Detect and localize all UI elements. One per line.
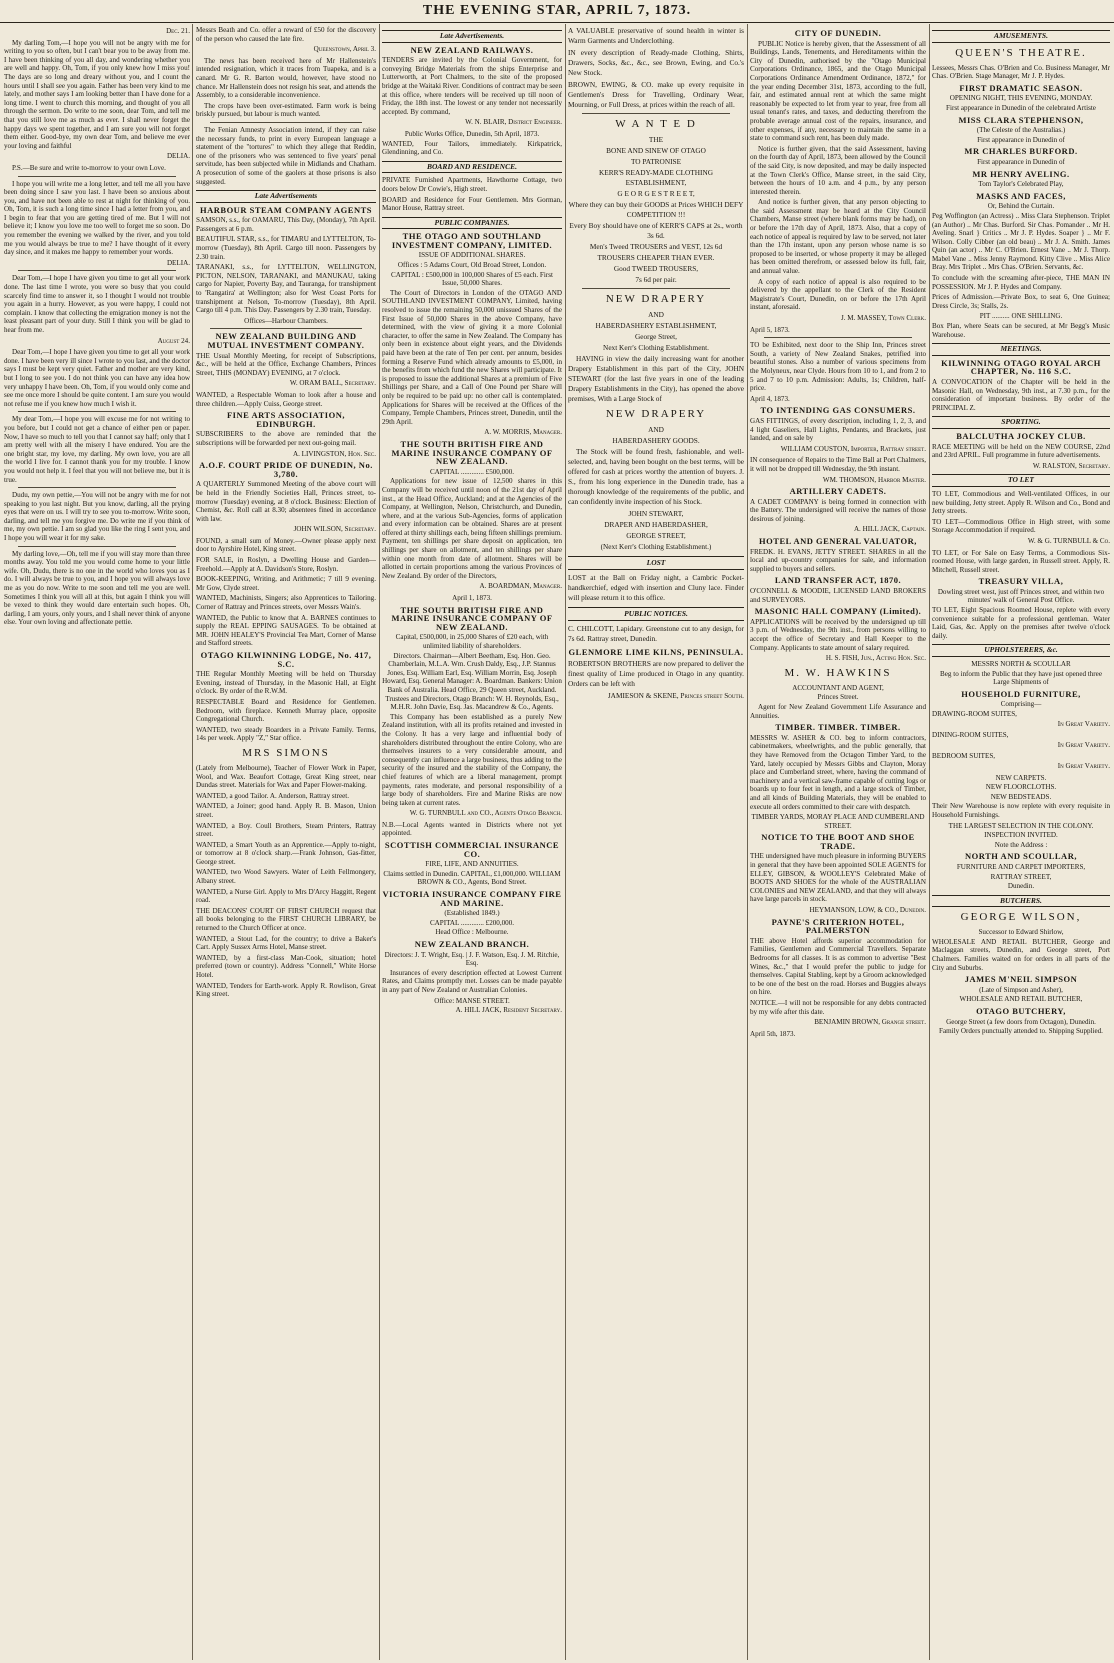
ad-text: The Court of Directors in London of the OTAGO AND SOUTHLAND INVESTMENT COMPANY, Limited, having resolved to issue the remaining 50,000 unissued Shares of the First Issue of 50,000 Shares in the above Company, have determined, with the view of giving it a more Colonial character, to offer the same in New Zealand. The Company has only been in existence about eight years, and the Dividends paid have been at the rate of Ten per cent. per annum, besides forming a Reserve Fund which already amounts to £5,000, in the benefits from which fund the new Shares will participate. It is proposed to issue the additional Shares at a premium of Five Shillings per Share, and a Call of One Pound per Share will only be required to be paid up: no other call is contemplated. Applications for Shares will be received at the Offices of the Company, Temple Chambers, Princes street, Dunedin, until the 29th April. (382, 288, 562, 426)
ad-text: Men's Tweed TROUSERS and VEST, 12s 6d (589, 242, 723, 251)
ad-text: RESPECTABLE Board and Residence for Gentlemen. Bedroom, with fireplace. Kenneth Murray place, opposite Congregational Church. (196, 697, 376, 724)
column-rule (379, 24, 380, 1660)
ad-subtitle: NEW ZEALAND BRANCH. (414, 939, 530, 949)
ad-signature: A. BOARDMAN, Manager. (479, 582, 562, 591)
ad-text: BEAUTIFUL STAR, s.s., for TIMARU and LYTTELTON, To-morrow (Tuesday), 8th April. Cargo till noon. Passengers by 2.30 train. (196, 235, 376, 261)
divider (18, 546, 176, 547)
divider (18, 411, 176, 412)
ad-capital: CAPITAL ............. £500,000. (429, 467, 515, 476)
ad-text: BOARD and Residence for Four Gentlemen. Mrs Gorman, Manor House, Rattray street. (382, 195, 562, 213)
letter-text: Dear Tom,—I hope I have given you time to get all your work done. I have been very ill since I wrote to you last, and the doctor says I must be kept very quiet. Father and mother are very kind, but I long to see you. I do not think you can have any idea how very unhappy I have been. Oh, Tom, if you would only come and see me once more I should be quite content. I am sure you would not refuse me if you knew how much I wish it. (4, 348, 190, 408)
ad-subtitle: ACCOUNTANT AND AGENT, (792, 683, 884, 692)
ad-text: (Lately from Melbourne), Teacher of Flower Work in Paper, Wool, and Wax. Beaufort Cottage, Great King street, near Dundas street. Materials for Wax and Paper Flower-making. (196, 763, 376, 790)
ad-text: Applications for new issue of 12,500 shares in this Company will be received until noon of the 21st day of April inst., at the Head Office, Auckland; and at the Agencies of the Company, at Wellington, Nelson, Christchurch, and Dunedin, where, and at the various Sub-Agencies, forms of application and every information can be obtained. Shares are at present offered at thirty shillings each, being fifteen shillings premium. Payment, ten shillings per share deposit on application, ten shillings per share on allotment, and ten shillings per share within one month from date of allotment. Shares will be allotted in certain proportions among the various Provinces of New Zealand. By order of the Directors, (382, 477, 562, 580)
ad-title: PAYNE'S CRITERION HOTEL, PALMERSTON (771, 916, 905, 936)
news-text: Messrs Beath and Co. offer a reward of £50 for the discovery of the person who caused the late fire. (196, 26, 376, 43)
letter-text: Dear Tom,—I hope I have given you time to get all your work done. The last time I wrote, you were so busy that you could scarcely find time to answer it, so I thought I would not trouble you again in a hurry. However, as you were happy, I could not complain. I know that collecting the emigration money is not the least pleasant part of your duty. Still I think you will be glad to hear from me. (4, 274, 190, 334)
ad-text: WANTED, by a first-class Man-Cook, situation; hotel preferred (town or country). Address "Connell," White Horse Hotel. (196, 953, 376, 979)
section-heading: MEETINGS. (932, 343, 1110, 356)
ad-text: FOR SALE, in Roslyn, a Dwelling House and Garden—Freehold.—Apply at A. Davidson's Store, Roslyn. (196, 556, 376, 573)
ad-text: WANTED, a Respectable Woman to look after a house and three children.—Apply Cuiss, George street. (196, 390, 376, 408)
ad-title: OTAGO KILWINNING LODGE, No. 417, S.C. (200, 650, 372, 669)
ad-signature: W. & G. TURNBULL & Co. (1027, 536, 1110, 545)
section-heading: PUBLIC COMPANIES. (382, 217, 562, 230)
section-heading: BUTCHERS. (932, 895, 1110, 908)
letter-text: I hope you will write me a long letter, and tell me all you have been doing since I saw you last. I have been so anxious about you, and have not been able to rest at night for thinking of you. Oh, Tom, it is such a long time since I had a letter from you, and I begin to fear that you are getting tired of me. But I will not believe it; I know you love me too well to forget me so soon. Do you remember the evening we walked by the river, and you told me you would always be true to me? I have thought of it every day since, and it makes me happy to remember your words. (4, 179, 190, 257)
column-rule (192, 24, 193, 1660)
ad-text: TARANAKI, s.s., for LYTTELTON, WELLINGTON, PICTON, NELSON, TARANAKI, and MANUKAU, taking cargo for Napier, Poverty Bay, and Tauranga, for transhipment to 'Rangatira' at Wellington; also for West Coast Ports for transhipment at Nelson, To-morrow (Tuesday), 8th April. Cargo till 4 p.m. This Day. Passengers by 2.30 train, Tuesday. (196, 263, 376, 315)
section-heading: TO LET (932, 474, 1110, 487)
ad-subtitle: TIMBER YARDS, MORAY PLACE AND CUMBERLAND STREET. (751, 813, 925, 830)
ad-office: Head Office : Melbourne. (435, 928, 509, 937)
ad-signature: W. N. BLAIR, District Engineer. (465, 118, 562, 127)
ad-title: THE SOUTH BRITISH FIRE AND MARINE INSURANCE COMPANY OF NEW ZEALAND. (391, 438, 553, 467)
ad-text: WANTED, a Boy. Coull Brothers, Steam Printers, Rattray street. (196, 821, 376, 839)
ad-text: In Great Variety. (1057, 719, 1110, 728)
section-heading: SPORTING. (932, 416, 1110, 429)
ad-text: WANTED, a Smart Youth as an Apprentice.—Apply to-night, or tomorrow at 8 o'clock sharp.—Frank Johnson, Gas-fitter, George street. (196, 840, 376, 866)
ad-signature: WM. THOMSON, Harbor Master. (822, 475, 926, 484)
ad-text: O'CONNELL & MOODIE, LICENSED LAND BROKERS and SURVEYORS. (750, 587, 926, 604)
news-text: The news has been received here of Mr Hallenstein's intended resignation, which it traces from Tuapeka, and is a canard. Mr G. R. Barton would, however, have stood no chance. Mr Hallenstein does not resign his seat, and attends the Assembly, to a considerable inconvenience. (196, 56, 376, 100)
ad-text: DINING-ROOM SUITES, (932, 731, 1009, 740)
ad-subtitle: Successor to Edward Shirlow, (978, 928, 1064, 937)
column-rule (747, 24, 748, 1660)
ad-signature: Dunedin. (1007, 882, 1035, 891)
ad-text: KERR'S READY-MADE CLOTHING ESTABLISHMENT, (598, 168, 713, 187)
masthead: THE EVENING STAR, APRIL 7, 1873. (0, 0, 1114, 23)
ad-text: WHOLESALE AND RETAIL BUTCHER, George and Maclaggan streets, Dunedin, and George street, Port Chalmers. Families waited on for orders in all parts of the City and Suburbs. (932, 937, 1110, 972)
ad-text: SAMSON, s.s., for OAMARU, This Day, (Monday), 7th April. Passengers at 6 p.m. (196, 216, 376, 233)
ad-text: Every Boy should have one of KERR'S CAPS at 2s., worth 3s 6d. (569, 221, 743, 240)
ad-text: THE Usual Monthly Meeting, for receipt of Subscriptions, &c., will be held at the Office, Exchange Chambers, Princes Street, THIS (MONDAY) EVENING, at 7 o'clock. (196, 351, 376, 377)
ad-title: A.O.F. COURT PRIDE OF DUNEDIN, No. 3,780. (199, 460, 373, 479)
ad-text: This Company has been established as a purely New Zealand institution, with all its profits retained and invested in the Colony. It has a very large and influential body of shareholders distributed throughout the entire Colony, who are themselves insurers to a very considerable amount, and consequently can influence a large business, thus adding to the security of the insured and the stability of the Company, the chief features of which are a liberal management, prompt payments, rates moderate, and personal responsibility of a large body of shareholders. Fire and Marine Risks are now being taken at current rates. (382, 712, 562, 807)
section-heading: UPHOLSTERERS, &c. (932, 644, 1110, 657)
ad-text: NEW BEDSTEADS. (990, 792, 1052, 801)
divider (210, 328, 362, 329)
letter-text: Dudu, my own pettie,—You will not be angry with me for not speaking to you last night. But you know, darling, all the prying eyes that were on us. I will try to see you to-morrow. Write soon, darling, and tell me you forgive me. Do write me if you think of me, my own pettie. I am so glad you like the ring I sent you, and I hope you will wear it for my sake. (4, 491, 190, 543)
ad-text: BOOK-KEEPING, Writing, and Arithmetic; 7 till 9 evening. Mr Gow, Clyde street. (196, 575, 376, 592)
ad-text: INSPECTION INVITED. (984, 831, 1058, 840)
ad-title: NOTICE TO THE BOOT AND SHOE TRADE. (761, 832, 915, 851)
letter-signature: DELIA. (166, 258, 190, 267)
ad-text: WANTED, Tenders for Earth-work. Apply R. Rowlison, Great King street. (196, 981, 376, 999)
ad-text: RACE MEETING will be held on the NEW COURSE, 22nd and 23rd APRIL. Full programme in future advertisements. (932, 442, 1110, 460)
ad-text: THE LARGEST SELECTION IN THE COLONY. (948, 821, 1094, 830)
ad-text: Family Orders punctually attended to. Shipping Supplied. (939, 1027, 1103, 1036)
ad-text: N.B.—Local Agents wanted in Districts where not yet appointed. (382, 820, 562, 838)
ad-text: THE Regular Monthly Meeting will be held on Thursday Evening, instead of Thursday, in the Masonic Hall, at Eight o'clock. By order of the R.W.M. (196, 670, 376, 696)
ad-title: GEORGE WILSON, (960, 911, 1082, 924)
theatre-text: Tom Taylor's Celebrated Play, (978, 180, 1064, 189)
column-amusements (932, 26, 1110, 1658)
column-companies (382, 26, 562, 1658)
ad-text: The Stock will be found fresh, fashionable, and well-selected, and, having been bought on the best terms, will be offered for cash at prices worthy the attention of buyers. J. S., from his long experience in the Dunedin trade, has a thorough knowledge of the requirements of the public, and can confidently invite inspection of his Stock. (568, 447, 744, 506)
ad-signature: RATTRAY STREET, (990, 872, 1052, 881)
divider (210, 122, 362, 123)
ad-signature: A. HILL JACK, Captain. (853, 525, 926, 534)
section-heading: BOARD AND RESIDENCE. (382, 161, 562, 174)
ad-title: KILWINNING OTAGO ROYAL ARCH CHAPTER, No. 116 S.C. (941, 357, 1101, 377)
ad-text: G E O R G E S T R E E T, (617, 189, 695, 198)
ad-text: BROWN, EWING, & CO. make up every requisite in Gentlemen's Dress for Travelling, Ordinary Wear, Mourning, or Full Dress, at prices within the reach of all. (568, 80, 744, 109)
section-heading: LOST (568, 556, 744, 570)
ad-text: BEDROOM SUITES, (932, 752, 996, 761)
ad-text: WANTED, Four Tailors, immediately. Kirkpatrick, Glendinning, and Co. (382, 139, 562, 157)
ad-text: George Street (a few doors from Octagon), Dunedin. (946, 1017, 1096, 1026)
news-text: The crops have been over-estimated. Farm work is being briskly pursued, but labour is much wanted. (196, 101, 376, 119)
theatre-name: QUEEN'S THEATRE. (955, 46, 1087, 59)
ad-title: NEW DRAPERY (605, 408, 707, 420)
news-text: The Fenian Amnesty Association intend, if they can raise the necessary funds, to print in every European language a statement of the "tortures" to which they allege that Reddin, one of the prisoners who was sentenced to five years' penal servitude, has been subjected while in Midlands and Chatham. A prosecution of some of the gaolers at those prisons is also suggested. (196, 125, 376, 186)
letter-date: Dec. 21. (166, 27, 190, 35)
ad-title: ARTILLERY CADETS. (789, 486, 887, 497)
letter-text: My darling love,—Oh, tell me if you will stay more than three months away. You told me you would come home to your little wife. Oh, Dudu, there is no one in the world who loves you as I do. I will always be true to you, and I hope you will always love me as you do now. Write to me soon and tell me you are well. Sometimes I think you will all at this, but again I think you will be vexed to think they would dare entertain such hopes. Oh, darling, I am yours, only yours, and I shall never think of anyone else. Your own loving and affectionate pettie. (4, 549, 190, 627)
ad-title: NEW ZEALAND RAILWAYS. (410, 44, 534, 55)
ad-capital: CAPITAL : £500,000 in 100,000 Shares of £5 each. First Issue, 50,000 Shares. (391, 270, 553, 288)
ad-directors: Directors: J. T. Wright, Esq. | J. F. Watson, Esq. J. M. Ritchie, Esq. (384, 950, 560, 968)
ad-text: THE (648, 135, 664, 144)
ad-subtitle: Princes Street. (817, 693, 859, 702)
ad-signature: NORTH AND SCOULLAR, (965, 851, 1077, 862)
theatre-actor: MR HENRY AVELING. (972, 168, 1070, 179)
ad-text: WANTED, a Joiner; good hand. Apply R. B. Mason, Union street. (196, 802, 376, 819)
ad-text: WANTED, the Public to know that A. BARNES continues to supply the REAL EPPING SAUSAGES. To be obtained at MR. JOHN HEALEY'S Provincial Tea Mart, Corner of Manse and Stafford streets. (196, 613, 376, 648)
ad-date: April 5, 1873. (750, 325, 790, 334)
ad-text: Agent for New Zealand Government Life Assurance and Annuities. (750, 702, 926, 720)
ad-text: Their New Warehouse is now replete with every requisite in Household Furnishings. (932, 802, 1110, 819)
theatre-star: MISS CLARA STEPHENSON, (958, 114, 1084, 125)
ad-signature: WILLIAM COUSTON, Importer, Rattray street. (780, 444, 926, 453)
ad-title: GLENMORE LIME KILNS, PENINSULA. (568, 647, 744, 657)
ad-office: Offices : 5 Adams Court, Old Broad Street, London. (397, 261, 547, 270)
ad-text: WANTED, a Nurse Girl. Apply to Mrs D'Arcy Haggitt, Regent road. (196, 887, 376, 905)
section-heading: AMUSEMENTS. (932, 30, 1110, 43)
ad-subtitle: FIRE, LIFE, AND ANNUITIES. (425, 860, 519, 869)
section-heading: Late Advertisements (196, 190, 376, 203)
ad-text: Good TWEED TROUSERS, (613, 264, 699, 273)
theatre-play: MASKS AND FACES, (976, 190, 1066, 201)
ad-text: TO be Exhibited, next door to the Ship Inn, Princes street South, a variety of New Zealand Snakes, petrified into beautiful stones. Also a number of various specimens from the Molyneux, near Clyde. Hours from 10 to 1, and from 2 to 5 and 7 to 10 p.m. Admission: Adults, 1s; Children, half-price. (750, 341, 926, 393)
ad-text: Comprising— (1000, 700, 1042, 709)
ad-title: BALCLUTHA JOCKEY CLUB. (956, 430, 1086, 441)
theatre-night: OPENING NIGHT, THIS EVENING, MONDAY. (949, 94, 1093, 103)
ad-text: LOST at the Ball on Friday night, a Cambric Pocket-handkerchief, edged with insertion and Cluny lace. Finder will please return it to this office. (568, 573, 744, 602)
ad-text: TO LET, Commodious and Well-ventilated Offices, in our new building, Jetty street. Apply R. Wilson and Co., Bond and Jetty streets. (932, 489, 1110, 516)
ad-subtitle: (Late of Simpson and Asher), (979, 985, 1063, 994)
theatre-lessees: Lessees, Messrs Chas. O'Brien and Co. Business Manager, Mr Chas. O'Brien. Stage Manager, Mr J. P. Hydes. (932, 63, 1110, 81)
ad-text: In Great Variety. (1057, 761, 1110, 770)
ad-title: MESSRS NORTH & SCOULLAR (971, 660, 1071, 669)
ad-text: Beg to inform the Public that they have just opened three Large Shipments of (940, 669, 1102, 687)
ad-text: C. CHILCOTT, Lapidary. Greenstone cut to any design, for 7s 6d. Rattray street, Dunedin. (568, 624, 744, 643)
theatre-text: First appearance in Dunedin of (977, 135, 1065, 144)
ad-title: NEW DRAPERY (605, 293, 707, 305)
ad-title: LAND TRANSFER ACT, 1870. (774, 575, 902, 586)
letter-text: My dear Tom,—I hope you will excuse me for not writing to you before, but I could not get a chance of either pen or paper. Now, I have so much to tell you that I cannot say half; only that I am pretty well with all the misery I have endured. You are the one bright star, my love, my darling. My own love, you are all the world I live for. I cannot thank you for my trouble. I know you would not help it. I feel that you will not believe me, but it is true. (4, 415, 190, 484)
ad-text: In Great Variety. (1057, 740, 1110, 749)
ad-text: WANTED, a Stout Lad, for the country; to drive a Baker's Cart. Apply Sussex Arms Hotel, Manse street. (196, 934, 376, 952)
ad-title: W A N T E D (615, 118, 697, 130)
ad-signature: JAMIESON & SKENE, Princes street South. (607, 691, 744, 700)
theatre-text: First appearance in Dunedin of (977, 157, 1065, 166)
theatre-text: To conclude with the screaming after-piece, THE MAN IN POSSESSION. Mr J. P. Hydes and Company. (932, 274, 1110, 291)
ad-text: FOUND, a small sum of Money.—Owner please apply next door to Ayrshire Hotel, King street. (196, 536, 376, 554)
ad-text: IN every description of Ready-made Clothing, Shirts, Drawers, Socks, &c., &c., see Brown, Ewing, and Co.'s New Stock. (568, 48, 744, 77)
ad-signature: A. LIVINGSTON, Hon. Sec. (292, 449, 376, 458)
ad-directors: Directors. Chairman—Albert Beetham, Esq. Hon. Geo. Chamberlain, M.L.A. Wm. Crush Daldy, Esq., J.P. Stannus Jones, Esq. William Earl, Esq. William Morrin, Esq. Joseph Howard, Esq. General Manager: A. Boardman. Bankers: Union Bank of Australia. Head Office, 29 Queen street, Auckland. Trustees and Directors, Otago Branch: W. H. Reynolds, Esq., M.H.R. John Davie, Esq. Jas. Macandrew & Co., Agents. (382, 651, 562, 712)
divider (18, 270, 176, 271)
letter-text: My darling Tom,—I hope you will not be angry with me for writing to you so often, but I can't bear you to be away from me. I have been thinking of you all day, and wondering whether you are well and happy. Oh, Tom, if you only knew how I miss you! The days are so long and dreary without you, and I count the hours until I shall see you again. Father has been very kind to me lately, and mother says I am looking better than I have done for a long time. I went to church this morning, and thought of you all through the sermon. Do write to me soon, dear Tom, and tell me that you still love me as much as ever. I shall never forget the happy days we spent together, and I am sure you will not forget them either. Good-bye, my own dear Tom, and believe me ever your loving and faithful (4, 38, 190, 150)
ad-date: Public Works Office, Dunedin, 5th April, 1873. (404, 129, 540, 138)
ad-text: MESSRS W. ASHER & CO. beg to inform contractors, cabinetmakers, wheelwrights, and the public generally, that they have Removed from the Octagon Timber Yard, to the Yard, lately occupied by Messrs Gibbs and Clayton, Moray place and Cumberland street, where, having the command of machinery and a vertical saw-frame capable of cutting logs or boards up to four feet in length, and a large stock of Timber, and all kinds of Building Materials, they will be enabled to execute all orders committed to their care with despatch. (750, 733, 926, 811)
theatre-text: First appearance in Dunedin of the celebrated Artiste (946, 103, 1096, 112)
ad-text: APPLICATIONS will be received by the undersigned up till 3 p.m. of Wednesday, the 9th inst., from persons willing to accept the office of Secretary and Hall Keeper to the Company. Applicants to state amount of salary required. (750, 617, 926, 652)
theatre-season: FIRST DRAMATIC SEASON. (959, 82, 1083, 93)
ad-title: TREASURY VILLA, (978, 576, 1064, 587)
section-heading: Late Advertisements. (382, 30, 562, 43)
ad-text: Where they can buy their GOODS at Prices WHICH DEFY COMPETITION !!! (568, 200, 744, 219)
theatre-cast: Peg Woffington (an Actress) .. Miss Clara Stephenson. Triplet (an Author) .. Mr Chas. Burford. Sir Chas. Pomander .. Mr H. Aveling. Snarl } Critics .. Mr J. P. Hydes. Soaper } .. Mr F. Wilson. Colly Cibber (an old beau) .. Mr J. A. Smith. James Quin (an actor) .. Mr C. O'Brien. Ernest Vane .. Mr J. Thorp. Mabel Vane .. Miss Jenny Raymond. Kitty Clive .. Miss Alice Bray. Mrs Triplet .. Mrs Chas. O'Brien. Servants, &c. (932, 211, 1110, 272)
ad-subtitle: ISSUE OF ADDITIONAL SHARES. (418, 251, 526, 260)
ad-date: April 1, 1873. (452, 594, 492, 603)
ad-signature: DRAPER AND HABERDASHER, (604, 520, 708, 529)
ad-text: WANTED, two steady Boarders in a Private Family. Terms, 14s per week. Apply "Z," Star office. (196, 725, 376, 743)
ad-signature: H. S. FISH, Jun., Acting Hon. Sec. (825, 654, 926, 663)
ad-signature: W. G. TURNBULL and CO., Agents Otago Branch. (409, 809, 562, 818)
ad-text: HABERDASHERY ESTABLISHMENT, (595, 321, 717, 330)
ad-title: CITY OF DUNEDIN. (794, 28, 882, 38)
ad-text: DRAWING-ROOM SUITES, (932, 710, 1017, 718)
ad-capital: CAPITAL ............. £200,000. (429, 918, 515, 927)
ad-signature: FURNITURE AND CARPET IMPORTERS, (956, 862, 1086, 871)
letter-text: P.S.—Be sure and write to-morrow to your own Love. (12, 163, 166, 172)
dateline: Queenstown, April 3. (313, 45, 376, 54)
ad-signature: HEYMANSON, LOW, & CO., Dunedin. (809, 906, 926, 915)
ad-date: April 5th, 1873. (750, 1029, 796, 1038)
theatre-pit: PIT .......... ONE SHILLING. (979, 312, 1063, 321)
column-late-ads (196, 26, 376, 1658)
ad-text: TROUSERS CHEAPER THAN EVER. (597, 253, 715, 262)
letter-date: August 24. (157, 336, 190, 345)
ad-text: TENDERS are invited by the Colonial Government, for conveying Bridge Materials from the ships Enterprise and Lutterworth, at Port Chalmers, to the site of the proposed bridge at the Waitaki River. Conditions of contract may be seen at this office, where tenders will be received up till noon of Friday, the 18th inst. The lowest or any tender not necessarily accepted. By command, (382, 56, 562, 116)
ad-title: MRS SIMONS (242, 746, 330, 759)
ad-signature: A. W. MORRIS, Manager. (484, 428, 562, 437)
ad-text: A VALUABLE preservative of sound health in winter is Warm Garments and Underclothing. (568, 26, 744, 45)
theatre-text: (The Celeste of the Australias.) (976, 126, 1066, 135)
ad-text: WHOLESALE AND RETAIL BUTCHER, (959, 995, 1083, 1004)
ad-text: WANTED, two Wood Sawyers. Water of Leith Fellmongery, Albany street. (196, 868, 376, 886)
ad-text: SUBSCRIBERS to the above are reminded that the subscriptions will be forwarded per next out-going mail. (196, 430, 376, 447)
ad-established: (Established 1849.) (444, 909, 500, 918)
notice-text: And notice is further given, that any person objecting to the said Assessment may be heard at the City Council Chambers, Manse street (where blank forms may be had), on or before the 17th day of April, 1873. Also, that a copy of each notice of appeal is required by law to be served, not later than the 17th instant, upon any person whose name is so proposed to be inserted, or whose property it may be alleged has been omitted therefrom, or assessed below its full, fair, and annual value. (750, 198, 926, 276)
column-public-notices (750, 26, 926, 1658)
ad-text: Next Kerr's Clothing Establishment. (603, 343, 709, 352)
ad-title: VICTORIA INSURANCE COMPANY FIRE AND MARINE. (382, 889, 562, 908)
ad-title: TO INTENDING GAS CONSUMERS. (760, 405, 916, 416)
column-rule (929, 24, 930, 1660)
ad-signature: Offices—Harbour Chambers. (244, 316, 328, 325)
ad-title: OTAGO BUTCHERY, (976, 1006, 1066, 1017)
ad-text: AND (648, 310, 664, 319)
ad-title: THE OTAGO AND SOUTHLAND INVESTMENT COMPANY, LIMITED. (391, 231, 553, 250)
ad-title: JAMES M'NEIL SIMPSON (964, 974, 1078, 985)
ad-signature: JOHN STEWART, (628, 509, 684, 518)
ad-signature: GEORGE STREET, (626, 531, 686, 540)
ad-title: HOUSEHOLD FURNITURE, (961, 688, 1081, 699)
ad-text: NEW CARPETS. (995, 773, 1047, 782)
ad-text: NEW FLOORCLOTHS. (985, 783, 1057, 792)
ad-signature: (Next Kerr's Clothing Establishment.) (600, 542, 712, 551)
ad-text: PRIVATE Furnished Apartments, Hawthorne Cottage, two doors below Dr Cowie's, High street. (382, 176, 562, 193)
ad-signature: J. M. MASSEY, Town Clerk. (840, 314, 926, 322)
ad-text: TO LET, or For Sale on Easy Terms, a Commodious Six-roomed House, with large garden, in Russell street. Apply, R. Mitchell, Russell street. (932, 548, 1110, 574)
ad-date: April 4, 1873. (750, 394, 790, 403)
divider (18, 487, 176, 488)
ad-text: HABERDASHERY GOODS. (612, 436, 700, 445)
ad-text: ROBERTSON BROTHERS are now prepared to deliver the finest quality of Lime produced in Otago in any quantity. Orders can be left with (568, 659, 744, 688)
ad-title: SCOTTISH COMMERCIAL INSURANCE CO. (384, 840, 560, 859)
ad-text: TO PATRONISE (630, 157, 682, 166)
ad-signature: A. HILL JACK, Resident Secretary. (455, 1006, 562, 1015)
ad-text: THE above Hotel affords superior accommodation for Families, Gentlemen and Commercial Travellers. Separate Bedrooms for all classes. It is as common to advertise "Best Wines, &c.," that I would prefer the public to judge for themselves. Capital Stabling, kept by a Groom acknowledged to be one of the best on the road. Horses and Buggies always on hire. (750, 936, 926, 997)
ad-office: Office: MANSE STREET. (434, 996, 510, 1005)
ad-title: M. W. HAWKINS (784, 666, 892, 679)
ad-text: FREDK. H. EVANS, JETTY STREET. SHARES in all the local and up-country companies for sale, and information supplied to buyers and sellers. (750, 547, 926, 573)
ad-text: HAVING in view the daily increasing want for another Drapery Establishment in this part of the City, JOHN STEWART (for the last five years in one of the leading Drapery Establishments in the City), has opened the above premises, With a Large Stock of (568, 354, 744, 403)
divider (764, 337, 912, 338)
ad-text: Note the Address : (994, 840, 1048, 849)
theatre-text: Box Plan, where Seats can be secured, at Mr Begg's Music Warehouse. (932, 322, 1110, 339)
ad-text: AND (648, 425, 664, 434)
ad-text: WANTED, Machinists, Singers; also Apprentices to Tailoring. Corner of Rattray and Princes streets, over Messrs Wain's. (196, 594, 376, 612)
ad-text: Claims settled in Dunedin. CAPITAL, £1,000,000. WILLIAM BROWN & CO., Agents, Bond Street. (383, 869, 561, 887)
ad-text: A CONVOCATION of the Chapter will be held in the Masonic Hall, on Wednesday, 9th inst., at 7.30 p.m., for the consideration of important business. By order of the PRINCIPAL Z. (932, 378, 1110, 412)
ad-signature: W. ORAM BALL, Secretary. (289, 379, 376, 388)
ad-text: GAS FITTINGS, of every description, including 1, 2, 3, and 4 light Gaseliers, Hall Lights, Pendants, and Brackets, just landed, and on sale by (750, 416, 926, 443)
ad-text: WANTED, a good Tailor. A. Anderson, Rattray street. (196, 791, 350, 800)
ad-title: HOTEL AND GENERAL VALUATOR, (759, 536, 917, 547)
ad-text: A CADET COMPANY is being formed in connection with the Battery. The undersigned will receive the names of those desirous of joining. (750, 497, 926, 523)
theatre-text: Or, Behind the Curtain. (987, 202, 1055, 211)
letter-signature: DELIA. (166, 152, 190, 161)
ad-text: NOTICE.—I will not be responsible for any debts contracted by my wife after this date. (750, 998, 926, 1016)
notice-text: A copy of each notice of appeal is also required to be delivered by the appellant to the Clerk of the Resident Magistrate's Court, Dunedin, on or before the 17th April instant, aforesaid. (750, 277, 926, 312)
ad-title: NEW ZEALAND BUILDING AND MUTUAL INVESTMENT COMPANY. (207, 331, 365, 350)
notice-text: Notice is further given, that the said Assessment, having on the fourth day of April, 1873, been allowed by the Council of the said City, is now deposited, and may be daily inspected at the Town Clerk's Office, Manse street, in the said City, between the hours of 10 a.m. and 4 p.m., by any person interested therein. (750, 144, 926, 196)
ad-title: FINE ARTS ASSOCIATION, EDINBURGH. (226, 410, 345, 429)
divider (582, 288, 730, 289)
column-rule (565, 24, 566, 1660)
divider (582, 113, 730, 114)
ad-text: A QUARTERLY Summoned Meeting of the above court will be held in the Friendly Societies Hall, Princes street, to-morrow (Tuesday) evening, at 8 o'clock. Business: Election of Chemist, &c. Roll call at 8.30; absentees fined in accordance with law. (196, 480, 376, 523)
ad-title: MASONIC HALL COMPANY (Limited). (754, 606, 922, 617)
ad-title: HARBOUR STEAM COMPANY AGENTS (200, 204, 372, 215)
ad-capital: Capital, £500,000, in 25,000 Shares of £20 each, with unlimited liability of shareholders. (395, 633, 549, 650)
column-drapery (568, 26, 744, 1658)
ad-text: Insurances of every description effected at Lowest Current Rates, and Claims promptly met. Losses can be made payable in any part of New Zealand or Australian Colonies. (382, 968, 562, 994)
ad-title: THE SOUTH BRITISH FIRE AND MARINE INSURANCE COMPANY OF NEW ZEALAND. (391, 604, 553, 632)
notice-text: PUBLIC Notice is hereby given, that the Assessment of all Buildings, Lands, Tenements, and Hereditaments within the City of Dunedin, authorised by the "Otago Municipal Corporations Ordinance, 1865, and the Otago Municipal Corporations Ordinance Amendment Ordinance, 1872," for the year ending December 31st, 1873, according to the full, fair, and estimated annual rent at which the same might reasonably be expected to let from year to year, free from all usual tenant's rates, and taxes, and deducting therefrom the probable average annual cost of the repairs, insurance, and other expenses, if any, necessary to maintain the same in a state to command such rent, has been duly made. (750, 39, 926, 143)
ad-text: George Street, (634, 332, 677, 341)
ad-text: 7s 6d per pair. (635, 275, 677, 284)
divider (18, 176, 176, 177)
theatre-prices: Prices of Admission.—Private Box, to seat 6, One Guinea; Dress Circle, 3s; Stalls, 2s. (932, 293, 1110, 310)
column-letters (4, 26, 190, 1658)
ad-text: TO LET, Eight Spacious Roomed House, replete with every convenience suitable for a professional gentleman. Water Laid, Gas, &c. Apply on the premises after twelve o'clock daily. (932, 606, 1110, 640)
ad-signature: JOHN WILSON, Secretary. (293, 525, 376, 534)
ad-text: BONE AND SINEW OF OTAGO (606, 146, 706, 155)
ad-text: THE DEACONS' COURT OF FIRST CHURCH request that all books belonging to the FIRST CHURCH LIBRARY, be returned to the Church Officer at once. (196, 906, 376, 933)
section-heading: PUBLIC NOTICES. (568, 607, 744, 621)
ad-signature: W. RALSTON, Secretary. (1032, 461, 1110, 470)
ad-signature: BENJAMIN BROWN, Grange street. (814, 1018, 926, 1027)
ad-title: TIMBER. TIMBER. TIMBER. (775, 722, 901, 733)
theatre-actor: MR CHARLES BURFORD. (964, 146, 1078, 157)
ad-text: Dowling street west, just off Princes street, and within two minutes' walk of General Post Office. (937, 587, 1105, 605)
ad-text: TO LET—Commodious Office in High street, with some Storage Accommodation if required. (932, 517, 1110, 535)
ad-text: IN consequence of Repairs to the Time Ball at Port Chalmers, it will not be dropped till Wednesday, the 9th instant. (750, 456, 926, 473)
ad-text: THE undersigned have much pleasure in informing BUYERS in general that they have been appointed SOLE AGENTS for ELLEY, GIBSON, & WOOLLEY'S Celebrated Make of BOOTS AND SHOES for the whole of the AUSTRALIAN COLONIES and NEW ZEALAND, and that they will always have large parcels in stock. (750, 852, 926, 904)
